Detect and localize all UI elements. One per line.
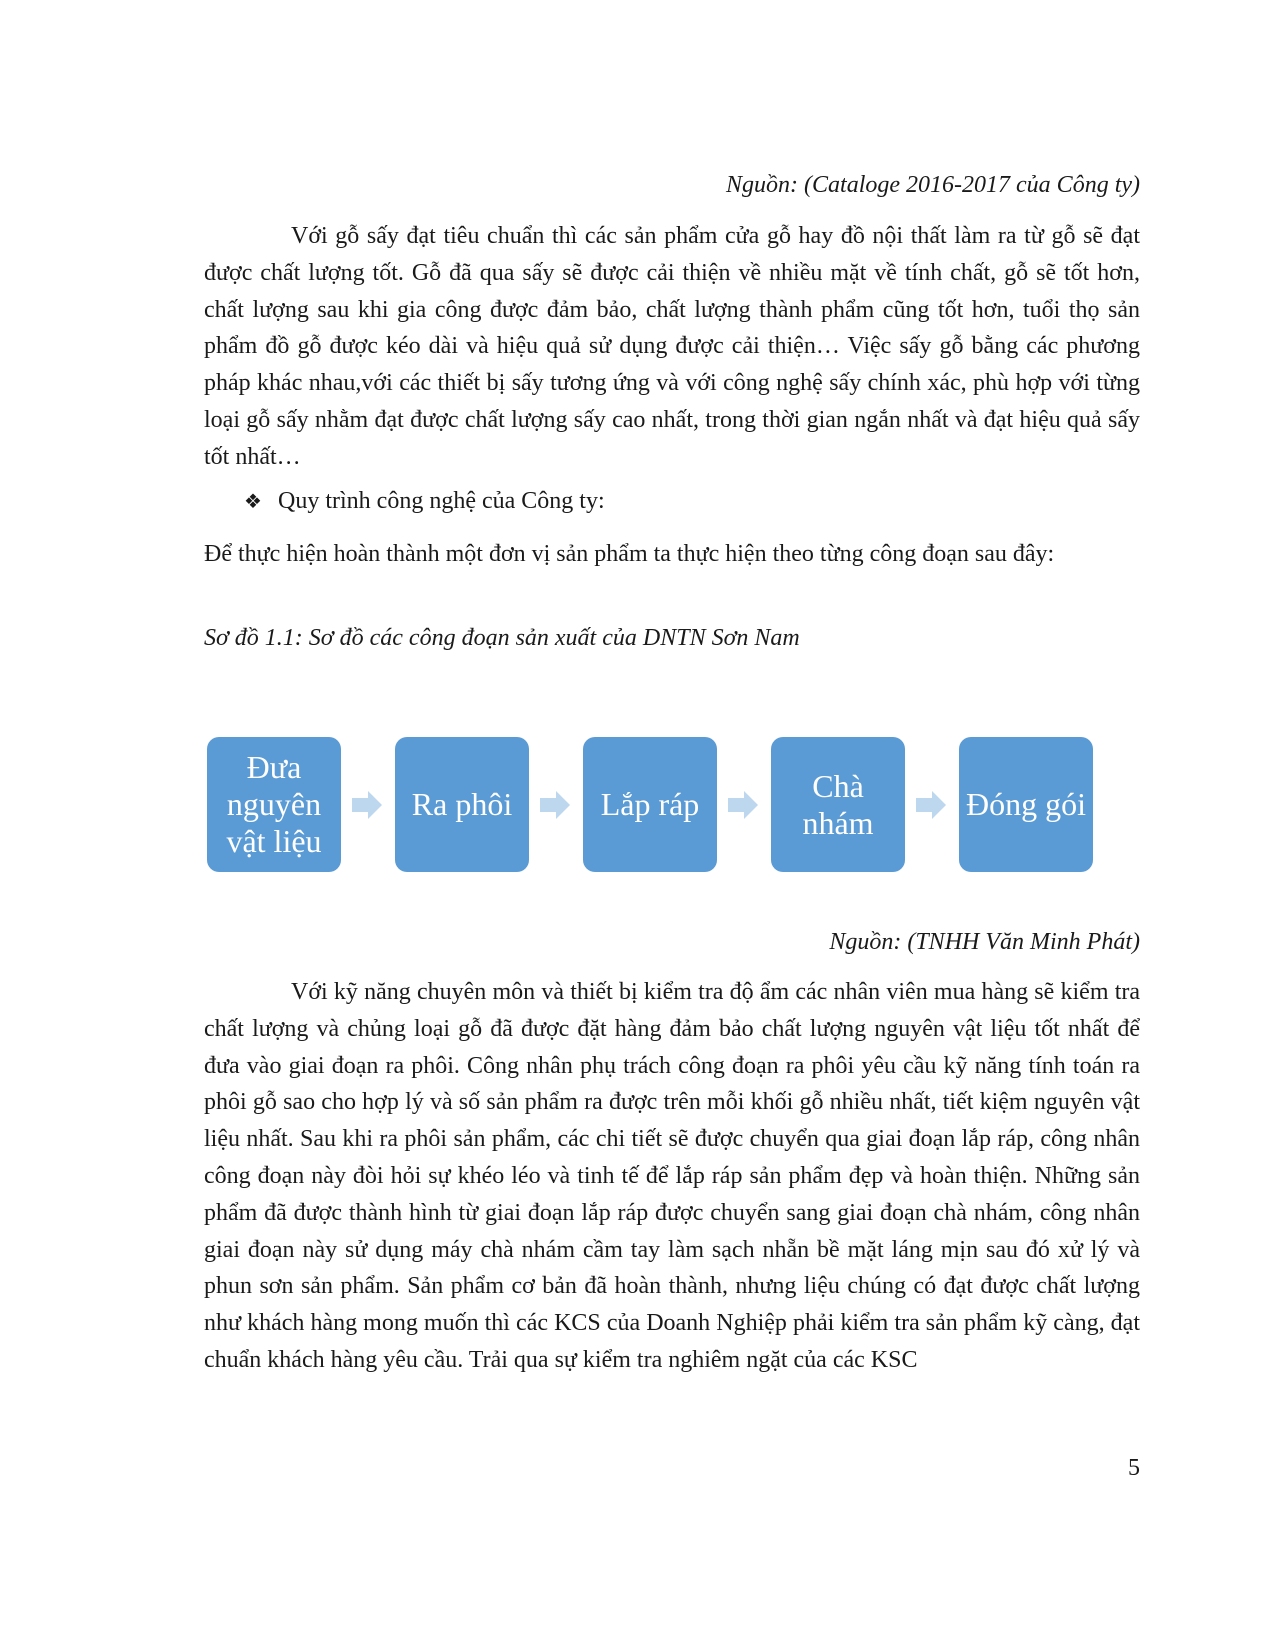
paragraph-2-text: Với kỹ năng chuyên môn và thiết bị kiểm tra độ ẩm các nhân viên mua hàng sẽ kiểm tra chất lượng và chủng loại gỗ đã được đặt hàng đảm bảo chất lượng nguyên vật liệu tốt nhất để đưa vào giai đoạn ra phôi. Công nhân phụ trách công đoạn ra phôi yêu cầu kỹ năng tính toán ra phôi gỗ sao cho hợp lý và số sản phẩm ra được trên mỗi khối gỗ nhiều nhất, tiết kiệm nguyên vật liệu nhất. Sau khi ra phôi sản phẩm, các chi tiết sẽ được chuyển qua giai đoạn lắp ráp, công nhân công đoạn này đòi hỏi sự khéo léo và tinh tế để lắp ráp sản phẩm đẹp và hoàn thiện. Những sản phẩm đã được thành hình từ giai đoạn lắp ráp được chuyển sang giai đoạn chà nhám, công nhân giai đoạn này sử dụng máy chà nhám cầm tay làm sạch nhẵn bề mặt láng mịn sau đó xử lý và phun sơn sản phẩm. Sản phẩm cơ bản đã hoàn thành, nhưng liệu chúng có đạt được chất lượng như khách hàng mong muốn thì các KCS của Doanh Nghiệp phải kiểm tra sản phẩm kỹ càng, đạt chuẩn khách hàng yêu cầu. Trải qua sự kiểm tra nghiêm ngặt của các KSC	[204, 979, 1140, 1373]
arrow-right-icon	[352, 789, 384, 821]
flow-step-packaging: Đóng gói	[959, 737, 1093, 872]
diamond-bullet-icon: ❖	[244, 489, 262, 513]
flow-step-blank-cutting: Ra phôi	[395, 737, 529, 872]
diagram-caption: Sơ đồ 1.1: Sơ đồ các công đoạn sản xuất của DNTN Sơn Nam	[204, 625, 800, 651]
bullet-company-process	[244, 488, 605, 515]
flow-step-raw-material: Đưa nguyên vật liệu	[207, 737, 341, 872]
flow-step-sanding: Chà nhám	[771, 737, 905, 872]
bullet-text: Quy trình công nghệ của Công ty:	[278, 488, 605, 514]
paragraph-wood-drying	[204, 218, 1140, 476]
flow-step-assembly: Lắp ráp	[583, 737, 717, 872]
arrow-right-icon	[728, 789, 760, 821]
arrow-right-icon	[916, 789, 948, 821]
source-note-diagram: Nguồn: (TNHH Văn Minh Phát)	[829, 929, 1140, 955]
paragraph-1-text: Với gỗ sấy đạt tiêu chuẩn thì các sản phẩm cửa gỗ hay đồ nội thất làm ra từ gỗ sẽ đạt được chất lượng tốt. Gỗ đã qua sấy sẽ được cải thiện về nhiều mặt về tính chất, gỗ sẽ tốt hơn, chất lượng sau khi gia công được đảm bảo, chất lượng thành phẩm cũng tốt hơn, tuổi thọ sản phẩm đồ gỗ được kéo dài và hiệu quả sử dụng được cải thiện… Việc sấy gỗ bằng các phương pháp khác nhau,với các thiết bị sấy tương ứng và với công nghệ sấy chính xác, phù hợp với từng loại gỗ sấy nhằm đạt được chất lượng sấy cao nhất, trong thời gian ngắn nhất và đạt hiệu quả sấy tốt nhất…	[204, 223, 1140, 470]
intro-block	[204, 536, 1140, 573]
intro-text: Để thực hiện hoàn thành một đơn vị sản phẩm ta thực hiện theo từng công đoạn sau đây:	[204, 541, 1055, 567]
paragraph-production-process	[204, 974, 1140, 1379]
production-flow-diagram	[207, 737, 1107, 872]
source-note-catalogue: Nguồn: (Cataloge 2016-2017 của Công ty)	[726, 172, 1140, 198]
arrow-right-icon	[540, 789, 572, 821]
page-number: 5	[1128, 1455, 1140, 1481]
